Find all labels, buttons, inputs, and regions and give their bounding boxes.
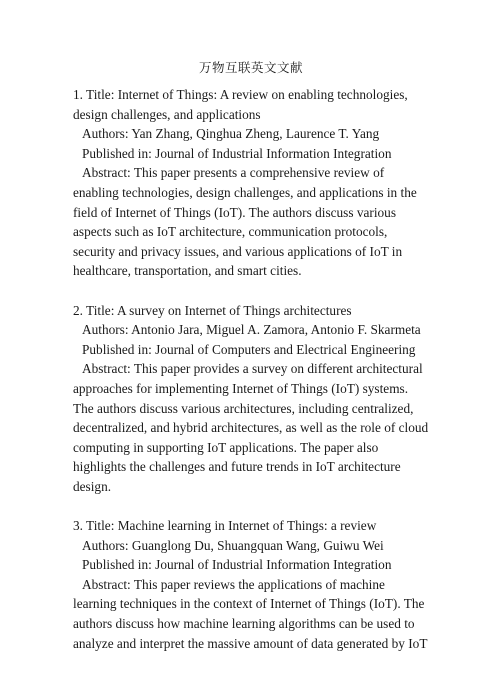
reference-entry-3: [73, 516, 431, 653]
reference-abstract: Abstract: This paper provides a survey on different architectural approaches for implementing Internet of Things (IoT) systems. The authors discuss various architectures, including centralized, decentralized, and hybrid architectures, as well as the role of cloud computing in supporting IoT applications. The paper also highlights the challenges and future trends in IoT architecture design.: [73, 361, 429, 494]
reference-publication: Published in: Journal of Industrial Information Integration: [82, 557, 392, 573]
reference-title: 3. Title: Machine learning in Internet of Things: a review: [73, 518, 377, 534]
reference-abstract: Abstract: This paper presents a comprehensive review of enabling technologies, design challenges, and applications in the field of Internet of Things (IoT). The authors discuss various aspects such as IoT architecture, communication protocols, security and privacy issues, and various applications of IoT in healthcare, transportation, and smart cities.: [73, 165, 417, 279]
reference-title: 1. Title: Internet of Things: A review on enabling technologies, design challenges, and applications: [73, 87, 408, 122]
reference-entry-1: [73, 85, 431, 281]
reference-publication: Published in: Journal of Industrial Information Integration: [82, 145, 392, 161]
reference-authors: Authors: Guanglong Du, Shuangquan Wang, Guiwu Wei: [82, 537, 384, 553]
reference-abstract: Abstract: This paper reviews the applications of machine learning techniques in the context of Internet of Things (IoT). The authors discuss how machine learning algorithms can be used to analyze and interpret the massive amount of data generated by IoT: [73, 576, 428, 651]
reference-publication: Published in: Journal of Computers and Electrical Engineering: [82, 341, 416, 357]
reference-title: 2. Title: A survey on Internet of Things architectures: [73, 302, 352, 318]
reference-list: [73, 85, 431, 673]
reference-authors: Authors: Yan Zhang, Qinghua Zheng, Laurence T. Yang: [82, 126, 380, 142]
reference-authors: Authors: Antonio Jara, Miguel A. Zamora, Antonio F. Skarmeta: [82, 322, 421, 338]
document-title: 万物互联英文文献: [198, 60, 303, 75]
reference-entry-2: [73, 301, 431, 497]
